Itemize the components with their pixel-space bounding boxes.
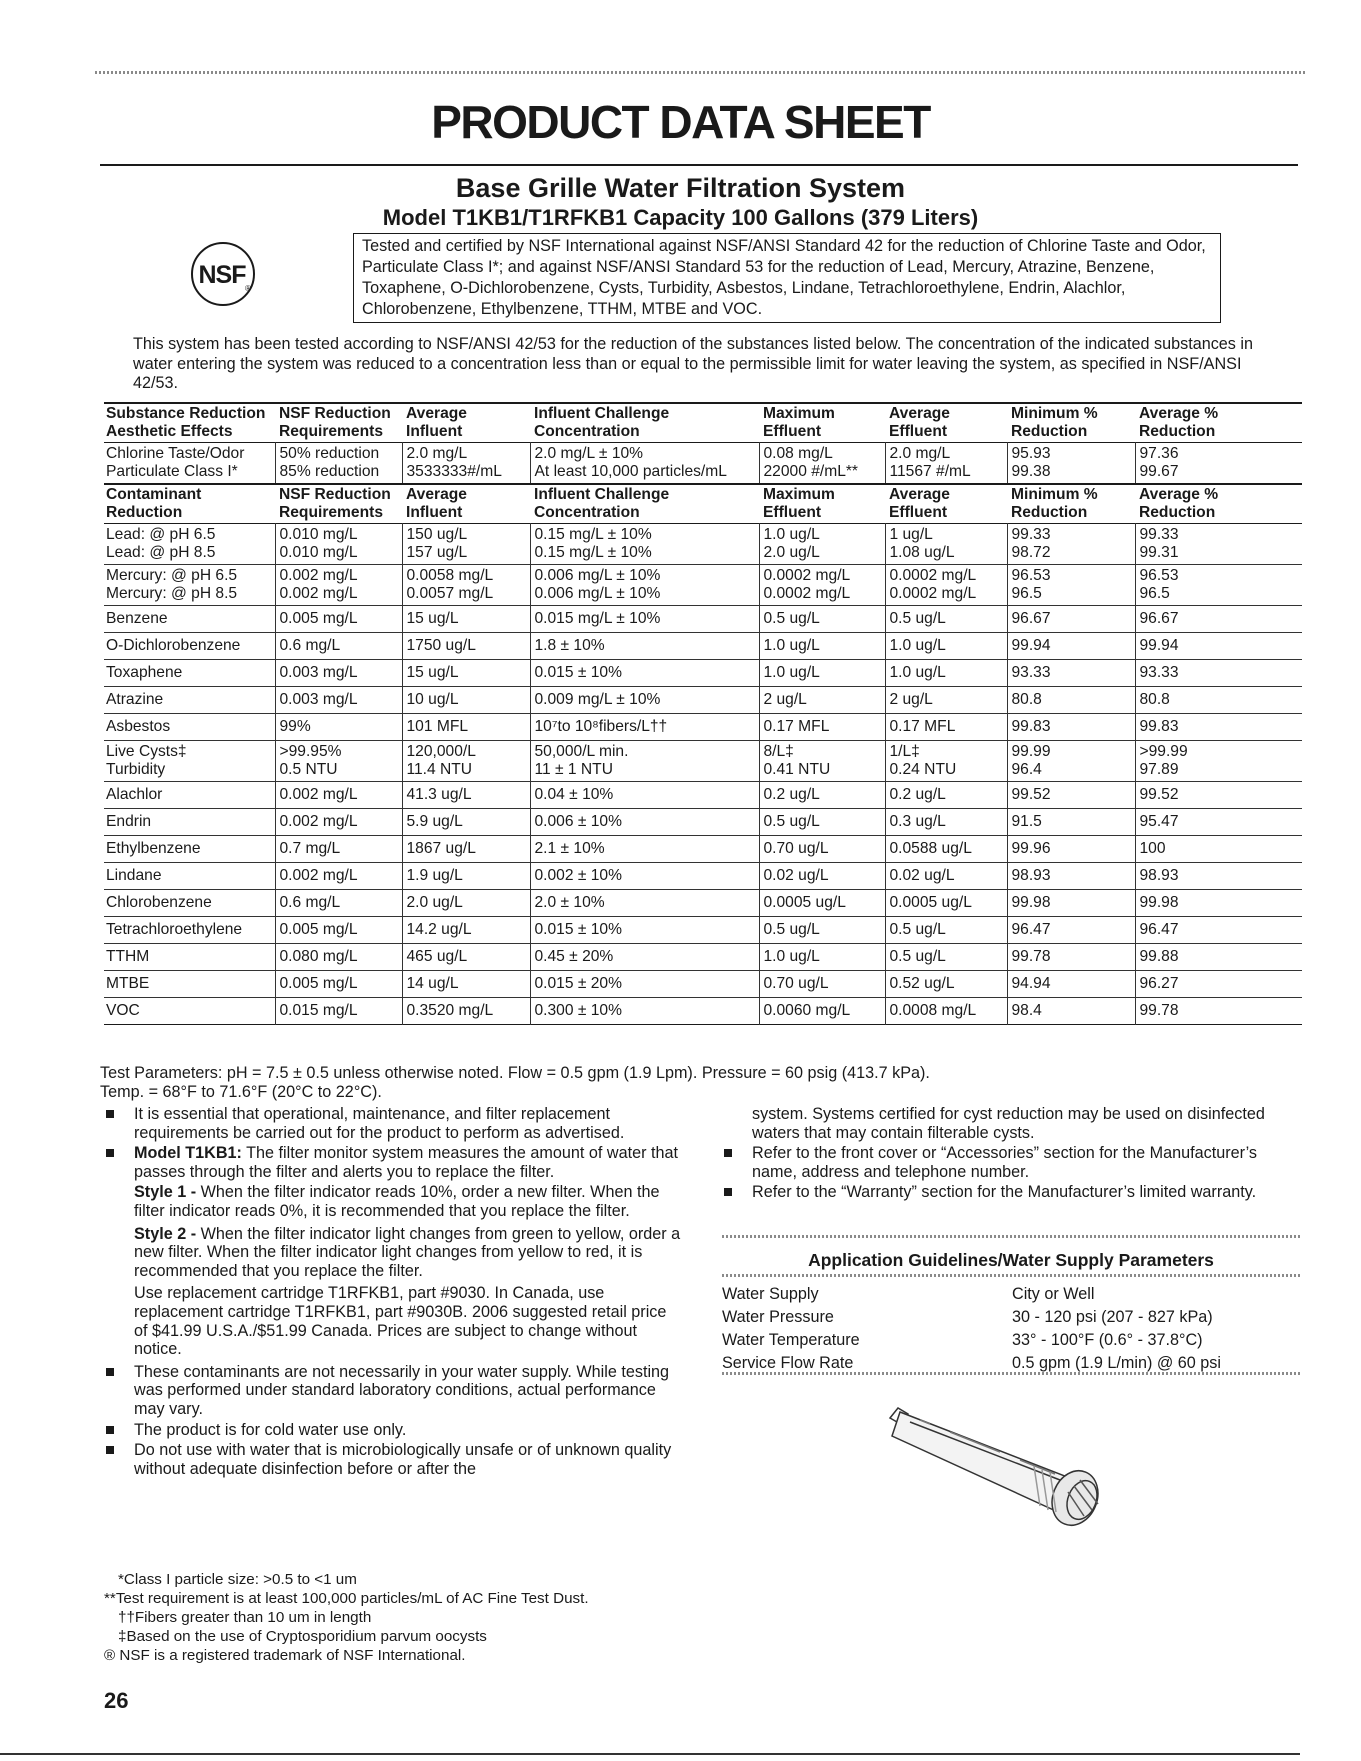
table-cell: Endrin — [106, 813, 152, 830]
table-header-cell: Influent Challenge Concentration — [534, 405, 670, 440]
table-row — [104, 782, 1302, 809]
table-cell: 2.0 mg/L 3533333#/mL — [402, 443, 530, 485]
table-cell: 99.52 — [1007, 782, 1135, 809]
application-table — [722, 1283, 1300, 1375]
table-header-cell: Maximum Effluent — [763, 486, 835, 521]
app-value: 30 - 120 psi (207 - 827 kPa) — [1012, 1308, 1213, 1326]
table-cell: VOC — [106, 1002, 140, 1019]
table-cell: 0.003 mg/L — [275, 687, 402, 714]
table-cell: 1.0 ug/L — [885, 633, 1007, 660]
table-cell: 96.27 — [1135, 971, 1302, 998]
table-cell: 0.70 ug/L — [759, 971, 885, 998]
table-row — [104, 944, 1302, 971]
table-cell: 96.53 96.5 — [1007, 565, 1135, 606]
table-cell: 96.67 — [1135, 606, 1302, 633]
filter-cartridge-icon — [870, 1400, 1140, 1530]
table-cell: 0.2 ug/L — [885, 782, 1007, 809]
top-dotted-band — [95, 71, 1305, 74]
table-cell: 99.94 — [1135, 633, 1302, 660]
table-cell: 120,000/L 11.4 NTU — [402, 741, 530, 782]
table-cell: 0.04 ± 10% — [530, 782, 759, 809]
table-cell: 91.5 — [1007, 809, 1135, 836]
table-cell: 99.98 — [1135, 890, 1302, 917]
table-cell: 0.006 ± 10% — [530, 809, 759, 836]
table-cell: 96.67 — [1007, 606, 1135, 633]
table-cell: 99.52 — [1135, 782, 1302, 809]
application-top-band — [722, 1235, 1300, 1238]
table-cell: 99.98 — [1007, 890, 1135, 917]
table-row — [104, 714, 1302, 741]
style-1-label: Style 1 - — [134, 1183, 197, 1202]
table-cell: 0.02 ug/L — [759, 863, 885, 890]
model-text: The filter monitor system measures the amount of water that passes through the filter and alerts you to replace the filter. — [134, 1144, 678, 1181]
table-cell: 0.0008 mg/L — [885, 998, 1007, 1025]
table-cell: 0.002 mg/L — [275, 809, 402, 836]
style-1-paragraph — [134, 1183, 684, 1220]
intro-paragraph: This system has been tested according to NSF/ANSI 42/53 for the reduction of the substances listed below. The concentration of the indicated substances in water entering the system was reduced to a concentration less than or equal to the permissible limit for water leaving the system, as specified in NSF/ANSI 42/53. — [133, 335, 1253, 392]
table-row — [104, 524, 1302, 565]
table-cell: 0.7 mg/L — [275, 836, 402, 863]
certification-box: Tested and certified by NSF International against NSF/ANSI Standard 42 for the reduction of Chlorine Taste and Odor, Particulate Class I*; and against NSF/ANSI Standard 53 for the reduction of Lead, Mercury, Atrazine, Benzene, Toxaphene, O-Dichlorobenzene, Cysts, Turbidity, Asbestos, Lindane, Tetrachloroethylene, Endrin, Alachlor, Chlorobenzene, Ethylbenzene, TTHM, MTBE and VOC. — [353, 233, 1221, 323]
table-cell: 1 ug/L 1.08 ug/L — [885, 524, 1007, 565]
table-cell: >99.99 97.89 — [1135, 741, 1302, 782]
table-cell: 98.4 — [1007, 998, 1135, 1025]
table-cell: 0.015 ± 20% — [530, 971, 759, 998]
table-cell: Chlorine Taste/Odor Particulate Class I* — [106, 445, 245, 480]
table-cell: 0.6 mg/L — [275, 633, 402, 660]
table-cell: O-Dichlorobenzene — [106, 637, 241, 654]
table-row — [104, 809, 1302, 836]
application-bottom-band — [722, 1372, 1300, 1375]
table-cell: 1750 ug/L — [402, 633, 530, 660]
table-cell: 1.0 ug/L — [759, 660, 885, 687]
table-cell: 0.2 ug/L — [759, 782, 885, 809]
style-2-label: Style 2 - — [134, 1224, 197, 1243]
table-cell: MTBE — [106, 975, 150, 992]
table-cell: 14 ug/L — [402, 971, 530, 998]
table-cell: 0.0058 mg/L 0.0057 mg/L — [402, 565, 530, 606]
table-cell: 99.78 — [1007, 944, 1135, 971]
table-header-cell: Average Influent — [406, 405, 467, 440]
nsf-logo-text: NSF — [198, 261, 246, 289]
table-cell: 0.005 mg/L — [275, 971, 402, 998]
table-cell: 99% — [275, 714, 402, 741]
table-header-cell: Average Effluent — [889, 405, 950, 440]
bullet-model — [104, 1144, 684, 1359]
table-cell: 1867 ug/L — [402, 836, 530, 863]
table-header-cell: Substance Reduction Aesthetic Effects — [106, 405, 266, 440]
table-cell: 41.3 ug/L — [402, 782, 530, 809]
app-row — [722, 1283, 1300, 1306]
test-parameters-line-1: Test Parameters: pH = 7.5 ± 0.5 unless otherwise noted. Flow = 0.5 gpm (1.9 Lpm). Pressure = 60 psig (413.7 kPa). — [100, 1064, 930, 1082]
table-cell: 99.88 — [1135, 944, 1302, 971]
table-row — [104, 606, 1302, 633]
table-cell: 0.6 mg/L — [275, 890, 402, 917]
table-cell: 15 ug/L — [402, 606, 530, 633]
table-cell: 0.15 mg/L ± 10% 0.15 mg/L ± 10% — [530, 524, 759, 565]
table-cell: 0.70 ug/L — [759, 836, 885, 863]
table-cell: 2.0 ± 10% — [530, 890, 759, 917]
table-header-cell: Influent Challenge Concentration — [534, 486, 670, 521]
table-cell: 0.003 mg/L — [275, 660, 402, 687]
style-2-paragraph — [134, 1225, 684, 1281]
svg-text:®: ® — [245, 284, 251, 293]
left-column — [104, 1105, 684, 1480]
table-cell: 96.47 — [1135, 917, 1302, 944]
table-header-cell: Average Influent — [406, 486, 467, 521]
bullet-unsafe-water-continued: system. Systems certified for cyst reduction may be used on disinfected waters that may contain filterable cysts. — [752, 1105, 1265, 1142]
table-cell: 0.3 ug/L — [885, 809, 1007, 836]
table-header-cell: Average Effluent — [889, 486, 950, 521]
app-label: Water Temperature — [722, 1331, 860, 1349]
table-cell: 100 — [1135, 836, 1302, 863]
replacement-paragraph: Use replacement cartridge T1RFKB1, part #9030. In Canada, use replacement cartridge T1RFKB1, part #9030B. 2006 suggested retail price of $41.99 U.S.A./$51.99 Canada. Prices are subject to change without notice. — [134, 1284, 667, 1359]
table-cell: 99.96 — [1007, 836, 1135, 863]
table-header-cell: NSF Reduction Requirements — [279, 405, 391, 440]
app-value: City or Well — [1012, 1285, 1095, 1303]
table-cell: 99.33 98.72 — [1007, 524, 1135, 565]
table-cell: 0.015 ± 10% — [530, 660, 759, 687]
table-cell: 0.0005 ug/L — [885, 890, 1007, 917]
table-cell: 150 ug/L 157 ug/L — [402, 524, 530, 565]
page-number: 26 — [104, 1688, 129, 1713]
table-cell: 96.47 — [1007, 917, 1135, 944]
page-title: PRODUCT DATA SHEET — [431, 96, 930, 148]
table-cell: 94.94 — [1007, 971, 1135, 998]
footnote-test-requirement: **Test requirement is at least 100,000 particles/mL of AC Fine Test Dust. — [104, 1590, 589, 1607]
table-cell: 10 ug/L — [402, 687, 530, 714]
table-cell: 80.8 — [1007, 687, 1135, 714]
table-cell: 0.5 ug/L — [885, 917, 1007, 944]
table-row — [104, 741, 1302, 782]
application-title: Application Guidelines/Water Supply Parameters — [808, 1250, 1214, 1270]
table-cell: 50% reduction 85% reduction — [275, 443, 402, 485]
table-cell: >99.95% 0.5 NTU — [275, 741, 402, 782]
table-header-cell: Minimum % Reduction — [1011, 486, 1098, 521]
table-cell: 0.015 ± 10% — [530, 917, 759, 944]
table-cell: Mercury: @ pH 6.5 Mercury: @ pH 8.5 — [106, 567, 238, 602]
table-cell: 0.0002 mg/L 0.0002 mg/L — [759, 565, 885, 606]
table-cell: 99.83 — [1007, 714, 1135, 741]
table-cell: 0.17 MFL — [759, 714, 885, 741]
table-row — [104, 890, 1302, 917]
table-cell: 97.36 99.67 — [1135, 443, 1302, 485]
table-cell: TTHM — [106, 948, 150, 965]
table-cell: 101 MFL — [402, 714, 530, 741]
table-header-cell: Minimum % Reduction — [1011, 405, 1098, 440]
table-cell: 1.8 ± 10% — [530, 633, 759, 660]
app-label: Service Flow Rate — [722, 1354, 854, 1372]
table-cell: 15 ug/L — [402, 660, 530, 687]
bullet-maintenance: It is essential that operational, maintenance, and filter replacement requirements be carried out for the product to perform as advertised. — [104, 1105, 684, 1142]
table-cell: 96.53 96.5 — [1135, 565, 1302, 606]
table-cell: 0.009 mg/L ± 10% — [530, 687, 759, 714]
app-label: Water Supply — [722, 1285, 819, 1303]
table-row — [104, 971, 1302, 998]
table-cell: Asbestos — [106, 718, 171, 735]
table-header-row — [104, 484, 1302, 524]
table-cell: 2.0 mg/L ± 10% At least 10,000 particles/mL — [530, 443, 759, 485]
table-cell: 0.0588 ug/L — [885, 836, 1007, 863]
table-cell: 0.002 mg/L 0.002 mg/L — [275, 565, 402, 606]
table-cell: 1.0 ug/L — [759, 944, 885, 971]
table-cell: 93.33 — [1135, 660, 1302, 687]
bullet-accessories: Refer to the front cover or “Accessories” section for the Manufacturer’s name, address and telephone number. — [722, 1144, 1302, 1181]
table-cell: 0.17 MFL — [885, 714, 1007, 741]
application-mid-band — [722, 1274, 1300, 1277]
table-cell: 2 ug/L — [885, 687, 1007, 714]
table-cell: 0.0002 mg/L 0.0002 mg/L — [885, 565, 1007, 606]
table-cell: 2.0 ug/L — [402, 890, 530, 917]
table-cell: 0.5 ug/L — [885, 606, 1007, 633]
table-row — [104, 565, 1302, 606]
table-cell: 0.006 mg/L ± 10% 0.006 mg/L ± 10% — [530, 565, 759, 606]
footnote-fibers: ††Fibers greater than 10 um in length — [118, 1609, 372, 1626]
table-cell: 99.33 99.31 — [1135, 524, 1302, 565]
model-label: Model T1KB1: — [134, 1144, 242, 1163]
table-row — [104, 998, 1302, 1025]
table-cell: 2.0 mg/L 11567 #/mL — [885, 443, 1007, 485]
table-cell: 0.3520 mg/L — [402, 998, 530, 1025]
app-value: 0.5 gpm (1.9 L/min) @ 60 psi — [1012, 1354, 1221, 1372]
table-row — [104, 917, 1302, 944]
table-cell: 0.5 ug/L — [885, 944, 1007, 971]
table-cell: 5.9 ug/L — [402, 809, 530, 836]
table-header-cell: Average % Reduction — [1139, 405, 1219, 440]
table-cell: 1.0 ug/L — [885, 660, 1007, 687]
app-label: Water Pressure — [722, 1308, 834, 1326]
app-value: 33° - 100°F (0.6° - 37.8°C) — [1012, 1331, 1203, 1349]
table-cell: 95.47 — [1135, 809, 1302, 836]
bullet-warranty: Refer to the “Warranty” section for the Manufacturer’s limited warranty. — [722, 1183, 1302, 1202]
table-cell: Atrazine — [106, 691, 164, 708]
table-header-cell: Contaminant Reduction — [106, 486, 202, 521]
table-cell: 98.93 — [1135, 863, 1302, 890]
table-cell: 93.33 — [1007, 660, 1135, 687]
table-cell: 1/L‡ 0.24 NTU — [885, 741, 1007, 782]
table-cell: 0.005 mg/L — [275, 917, 402, 944]
table-cell: Benzene — [106, 610, 168, 627]
table-header-cell: Average % Reduction — [1139, 486, 1219, 521]
table-cell: 0.08 mg/L 22000 #/mL** — [759, 443, 885, 485]
table-cell: Alachlor — [106, 786, 163, 803]
table-cell: 0.010 mg/L 0.010 mg/L — [275, 524, 402, 565]
table-cell: 2 ug/L — [759, 687, 885, 714]
table-header-cell: NSF Reduction Requirements — [279, 486, 391, 521]
table-cell: 0.005 mg/L — [275, 606, 402, 633]
model-line: Model T1KB1/T1RFKB1 Capacity 100 Gallons (379 Liters) — [382, 205, 979, 230]
table-cell: 99.83 — [1135, 714, 1302, 741]
table-cell: 0.0005 ug/L — [759, 890, 885, 917]
table-cell: 465 ug/L — [402, 944, 530, 971]
table-cell: 2.1 ± 10% — [530, 836, 759, 863]
table-cell: Toxaphene — [106, 664, 183, 681]
table-header-row — [104, 403, 1302, 443]
table-cell: 0.002 mg/L — [275, 863, 402, 890]
nsf-logo-icon — [190, 241, 256, 307]
table-cell: 8/L‡ 0.41 NTU — [759, 741, 885, 782]
table-cell: 0.5 ug/L — [759, 606, 885, 633]
table-row — [104, 443, 1302, 485]
table-cell: 0.52 ug/L — [885, 971, 1007, 998]
title-rule — [100, 164, 1298, 166]
table-cell: 98.93 — [1007, 863, 1135, 890]
table-cell: 99.94 — [1007, 633, 1135, 660]
table-cell: 0.45 ± 20% — [530, 944, 759, 971]
table-cell: 1.9 ug/L — [402, 863, 530, 890]
table-cell: 0.5 ug/L — [759, 809, 885, 836]
table-cell: 0.02 ug/L — [885, 863, 1007, 890]
test-parameters — [100, 1064, 1300, 1101]
bullet-cold-water: The product is for cold water use only. — [104, 1421, 684, 1440]
test-parameters-line-2: Temp. = 68°F to 71.6°F (20°C to 22°C). — [100, 1082, 382, 1101]
table-cell: 1.0 ug/L — [759, 633, 885, 660]
table-cell: 0.0060 mg/L — [759, 998, 885, 1025]
table-header-cell: Maximum Effluent — [763, 405, 835, 440]
right-column — [722, 1105, 1302, 1204]
table-row — [104, 863, 1302, 890]
footnote-class-i: *Class I particle size: >0.5 to <1 um — [118, 1571, 357, 1588]
table-cell: Live Cysts‡ Turbidity — [106, 743, 187, 778]
table-cell: 0.080 mg/L — [275, 944, 402, 971]
table-row — [104, 633, 1302, 660]
table-cell: 99.78 — [1135, 998, 1302, 1025]
app-row — [722, 1329, 1300, 1352]
table-cell: 0.015 mg/L ± 10% — [530, 606, 759, 633]
table-cell: 14.2 ug/L — [402, 917, 530, 944]
bottom-rule — [0, 1753, 1300, 1755]
table-cell: 0.002 ± 10% — [530, 863, 759, 890]
table-cell: 0.5 ug/L — [759, 917, 885, 944]
table-cell: 1.0 ug/L 2.0 ug/L — [759, 524, 885, 565]
footnotes — [104, 1570, 804, 1665]
product-subtitle: Base Grille Water Filtration System — [455, 173, 906, 203]
table-cell: Tetrachloroethylene — [106, 921, 243, 938]
bullet-contaminants: These contaminants are not necessarily in your water supply. While testing was performed under standard laboratory conditions, actual performance may vary. — [104, 1363, 684, 1419]
footnote-cysts: ‡Based on the use of Cryptosporidium parvum oocysts — [118, 1628, 487, 1645]
reduction-table — [104, 402, 1302, 1025]
table-row — [104, 660, 1302, 687]
footnote-trademark: ® NSF is a registered trademark of NSF International. — [104, 1647, 466, 1664]
table-cell: 0.002 mg/L — [275, 782, 402, 809]
style-1-text: When the filter indicator reads 10%, order a new filter. When the filter indicator reads 0%, it is recommended that you replace the filter. — [134, 1183, 660, 1220]
table-cell: Lead: @ pH 6.5 Lead: @ pH 8.5 — [106, 526, 216, 561]
app-row — [722, 1306, 1300, 1329]
table-cell: 0.015 mg/L — [275, 998, 402, 1025]
table-cell: 0.300 ± 10% — [530, 998, 759, 1025]
table-cell: 99.99 96.4 — [1007, 741, 1135, 782]
table-cell: 50,000/L min. 11 ± 1 NTU — [530, 741, 759, 782]
table-cell: Chlorobenzene — [106, 894, 212, 911]
table-cell: Lindane — [106, 867, 162, 884]
table-cell: 95.93 99.38 — [1007, 443, 1135, 485]
style-2-text: When the filter indicator light changes from green to yellow, order a new filter. When the filter indicator light changes from yellow to red, it is recommended that you replace the filter. — [134, 1224, 681, 1280]
table-cell: Ethylbenzene — [106, 840, 201, 857]
table-row — [104, 687, 1302, 714]
bullet-unsafe-water: Do not use with water that is microbiologically unsafe or of unknown quality without adequate disinfection before or after the — [104, 1441, 684, 1478]
table-cell: 80.8 — [1135, 687, 1302, 714]
table-row — [104, 836, 1302, 863]
table-cell: 10⁷to 10⁸fibers/L†† — [530, 714, 759, 741]
